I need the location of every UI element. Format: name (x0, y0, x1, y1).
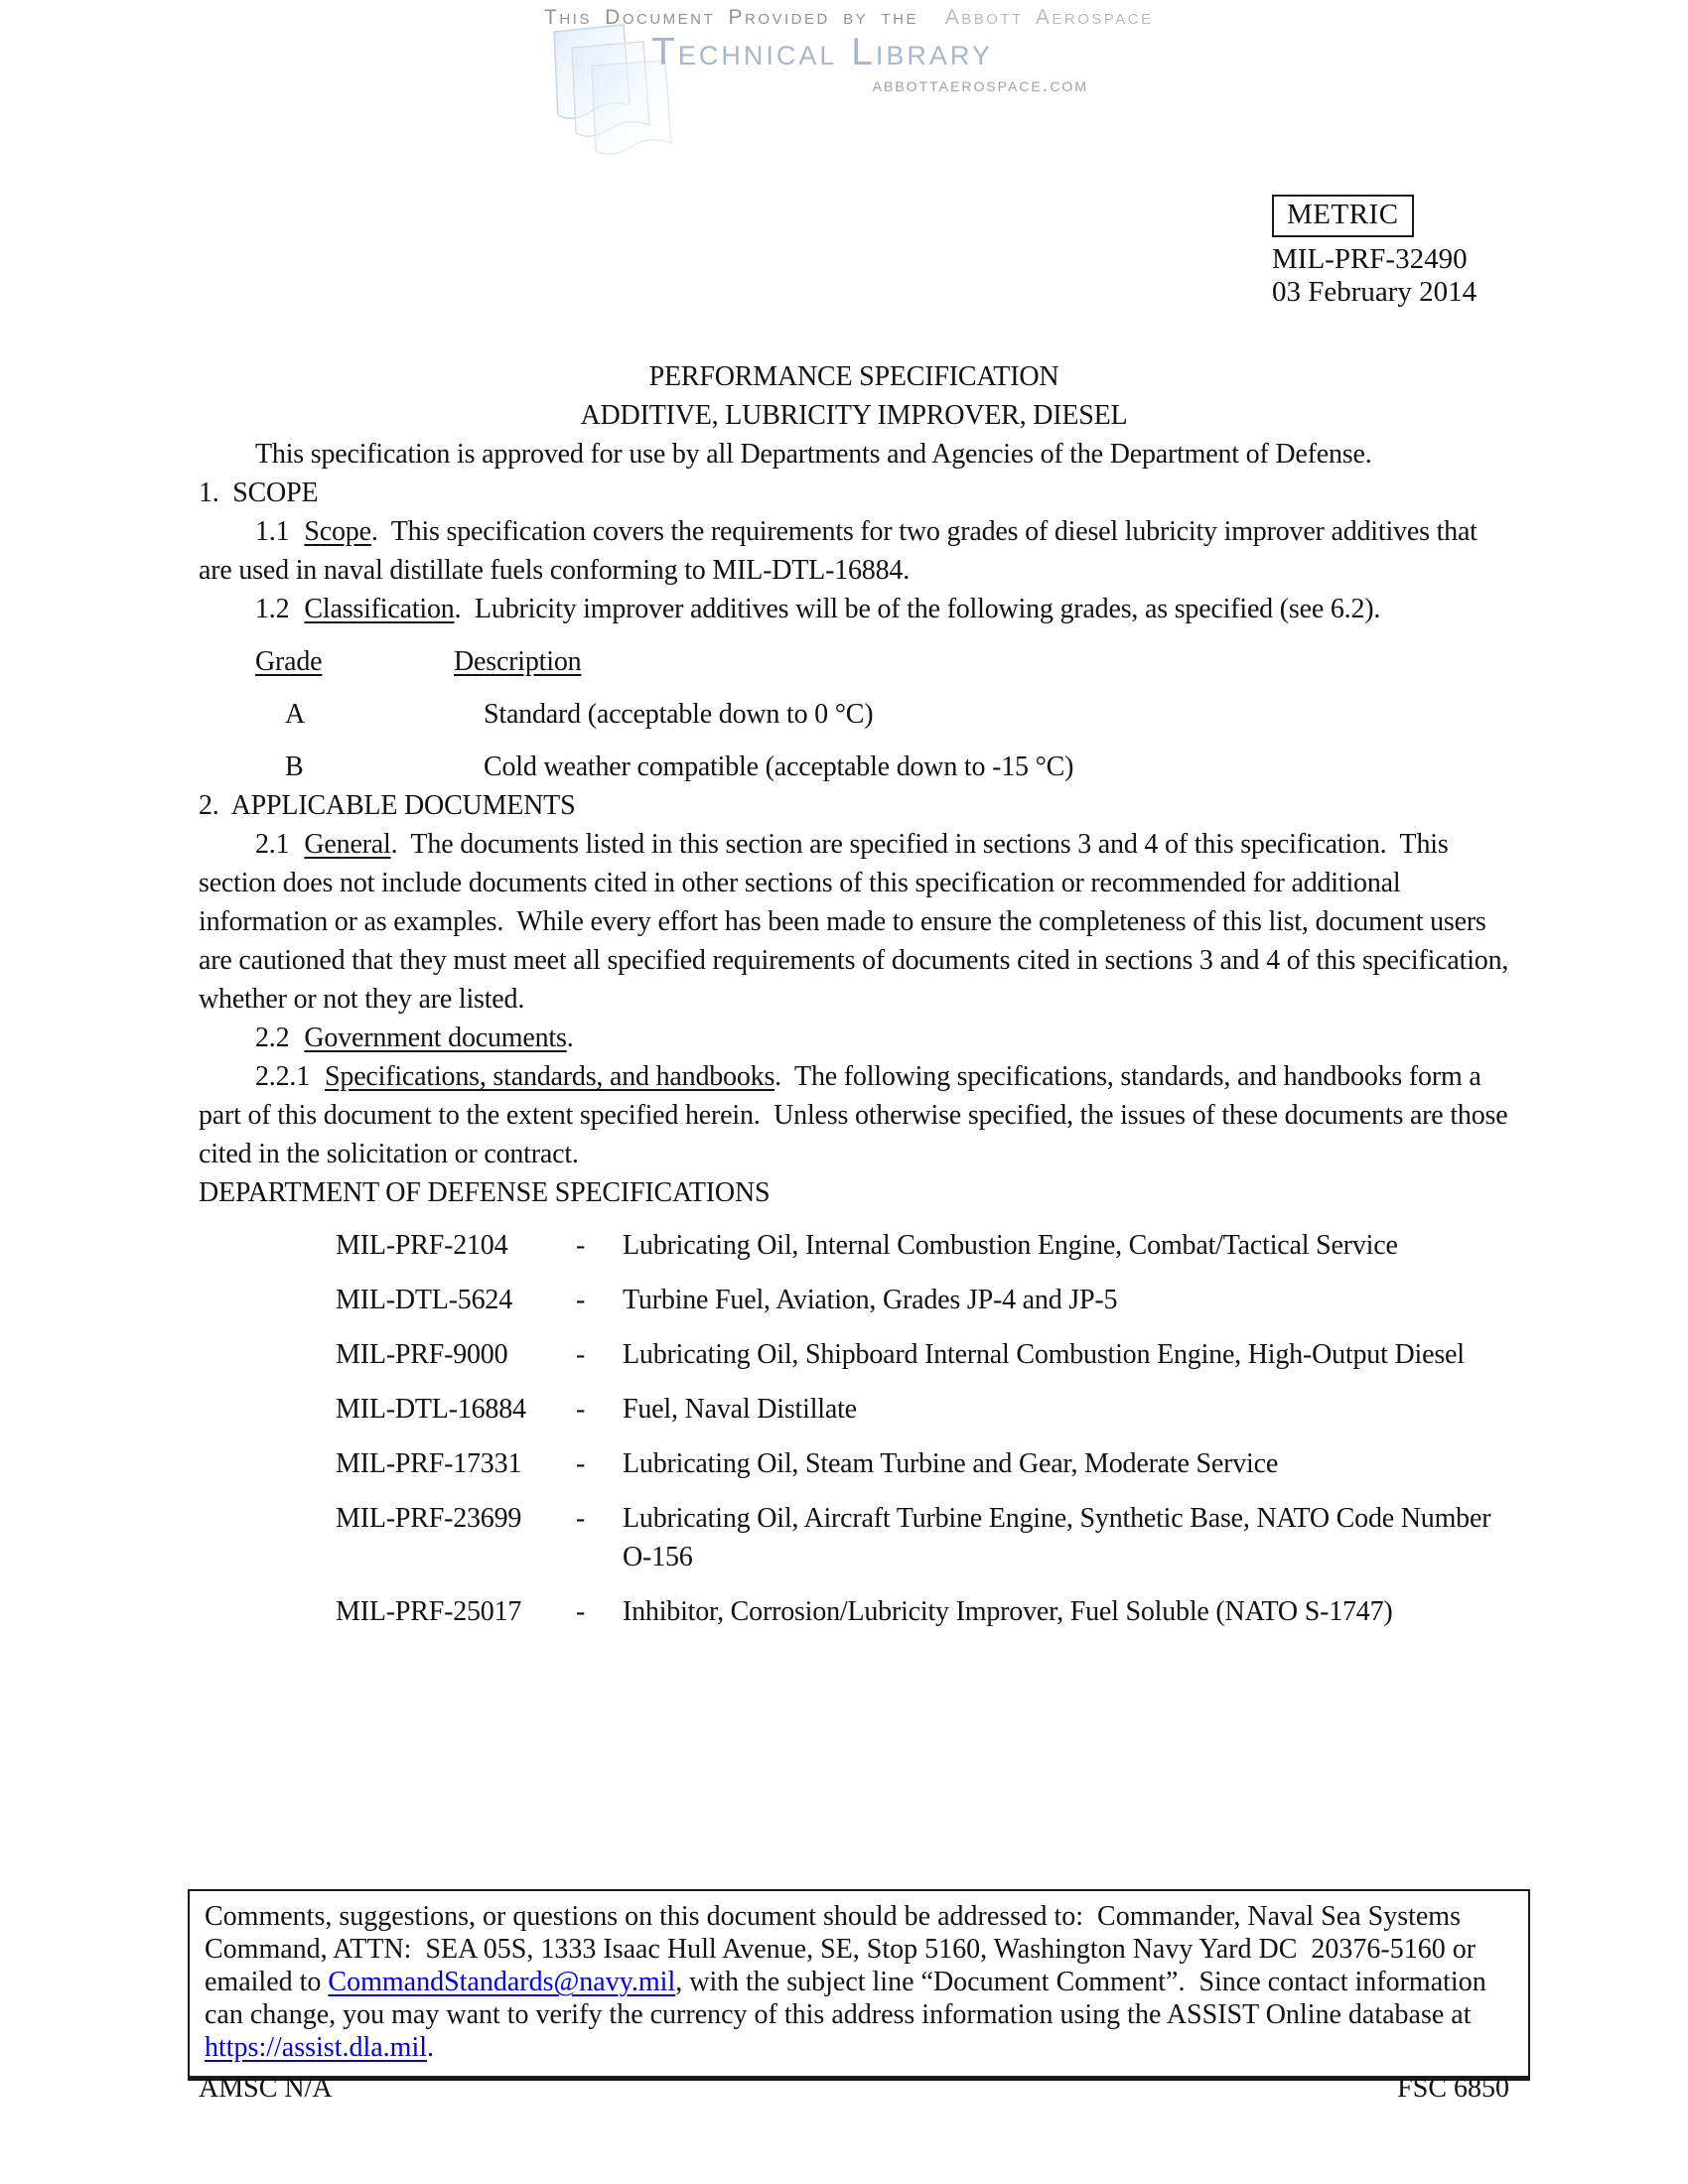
paragraph-number: 2.2.1 (255, 1061, 311, 1092)
spec-description: Lubricating Oil, Steam Turbine and Gear, Moderate Service (623, 1448, 1279, 1479)
spec-dash: - (576, 1339, 586, 1370)
paragraph-text: . Lubricity improver additives will be of the following grades, as specified (see 6.2). (454, 594, 1381, 624)
paragraph-number: 1.1 (255, 516, 290, 547)
comments-text: . (427, 2032, 435, 2063)
grade-table-row (255, 695, 1509, 734)
document-body (199, 357, 1516, 1631)
spec-dash: - (576, 1285, 586, 1315)
spec-description: Inhibitor, Corrosion/Lubricity Improver, Fuel Soluble (NATO S-1747) (623, 1596, 1393, 1627)
spec-list-item (336, 1281, 1509, 1319)
section-1-heading: 1. SCOPE (199, 478, 319, 508)
watermark-header (544, 6, 1154, 97)
dod-specifications-heading: DEPARTMENT OF DEFENSE SPECIFICATIONS (199, 1177, 771, 1208)
grade-description: Standard (acceptable down to 0 °C) (484, 699, 874, 730)
watermark-provided-by-line (544, 6, 1154, 30)
paragraph-1-2 (199, 590, 1509, 628)
spec-dash: - (576, 1230, 586, 1261)
spec-list-item (336, 1390, 1509, 1429)
spec-id: MIL-PRF-9000 (336, 1339, 508, 1370)
description-column-header: Description (454, 646, 582, 677)
spec-dash: - (576, 1448, 586, 1479)
spec-description: Fuel, Naval Distillate (623, 1394, 857, 1425)
document-title: ADDITIVE, LUBRICITY IMPROVER, DIESEL (580, 400, 1128, 431)
spec-description: Lubricating Oil, Shipboard Internal Combustion Engine, High-Output Diesel (623, 1339, 1465, 1370)
paragraph-text: . The following specifications, standards, and handbooks form a part of this document to the extent specified herein. Unless otherwise specified, the issues of these documents are those cited in the solicitation or contract. (199, 1061, 1515, 1169)
paragraph-term: Classification (304, 594, 455, 624)
watermark-site-url: abbottaerospace.com (872, 74, 1088, 96)
spec-type-title: PERFORMANCE SPECIFICATION (648, 361, 1059, 392)
spec-dash: - (576, 1596, 586, 1627)
paragraph-text: . The documents listed in this section are specified in sections 3 and 4 of this specification. This section does not include documents cited in other sections of this specification or recommended for additional information or as examples. While every effort has been made to ensure the completeness of this list, document users are cautioned that they must meet all specified requirements of documents cited in sections 3 and 4 of this specification, whether or not they are listed. (199, 829, 1516, 1015)
approval-statement: This specification is approved for use by all Departments and Agencies of the Department of Defense. (255, 439, 1372, 470)
spec-description: Lubricating Oil, Aircraft Turbine Engine, Synthetic Base, NATO Code Number O-156 (623, 1503, 1498, 1572)
spec-description: Lubricating Oil, Internal Combustion Engine, Combat/Tactical Service (623, 1230, 1398, 1261)
spec-id: MIL-PRF-17331 (336, 1448, 522, 1479)
spec-description: Turbine Fuel, Aviation, Grades JP-4 and JP-5 (623, 1285, 1118, 1315)
spec-dash: - (576, 1394, 586, 1425)
page-footer (199, 2073, 1509, 2105)
paragraph-term: Scope (304, 516, 371, 547)
spec-id: MIL-PRF-2104 (336, 1230, 508, 1261)
paragraph-1-1 (199, 512, 1509, 590)
watermark-provided-by: This Document Provided by the (544, 6, 919, 29)
comments-box (188, 1889, 1530, 2081)
doc-id-block (1272, 195, 1477, 309)
paragraph-number: 1.2 (255, 594, 290, 624)
amsc-number: AMSC N/A (199, 2073, 333, 2104)
grade-table-row (255, 748, 1509, 786)
spec-dash: - (576, 1503, 586, 1534)
comments-text: Comments, suggestions, or questions on this document should be addressed to: Commander, Naval Sea Systems Command, ATTN: SEA 05S, 1333 Isaac Hull Avenue, SE, Stop 5160, Washington Navy Yard DC 20376-5160 or emailed to (205, 1901, 1483, 1997)
paragraph-number: 2.1 (255, 829, 290, 860)
assist-url-link[interactable]: https://assist.dla.mil (205, 2032, 428, 2063)
grade-description: Cold weather compatible (acceptable down to -15 °C) (484, 751, 1074, 782)
spec-list-item (336, 1226, 1509, 1265)
grade-value: B (285, 751, 304, 782)
spec-list-item (336, 1592, 1509, 1631)
grade-table-header (255, 642, 1509, 681)
comments-text: , with the subject line “Document Comment”. Since contact information can change, you may want to verify the currency of this address information using the ASSIST Online database at (205, 1967, 1493, 2030)
spec-id: MIL-PRF-23699 (336, 1503, 522, 1534)
spec-id: MIL-DTL-5624 (336, 1285, 513, 1315)
paragraph-term: Specifications, standards, and handbooks (325, 1061, 775, 1092)
section-2-heading: 2. APPLICABLE DOCUMENTS (199, 790, 576, 821)
watermark-library-title: Technical Library (651, 31, 993, 73)
spec-id: MIL-PRF-25017 (336, 1596, 522, 1627)
spec-list-item (336, 1499, 1509, 1576)
grade-value: A (285, 699, 306, 730)
paragraph-text: . This specification covers the requirements for two grades of diesel lubricity improver additives that are used in naval distillate fuels conforming to MIL-DTL-16884. (199, 516, 1484, 586)
paragraph-term: General (304, 829, 391, 860)
paragraph-2-1 (199, 825, 1516, 1019)
paragraph-2-2-1 (199, 1057, 1515, 1173)
doc-number: MIL-PRF-32490 (1272, 243, 1468, 275)
fsc-number: FSC 6850 (1397, 2073, 1509, 2104)
spec-id: MIL-DTL-16884 (336, 1394, 526, 1425)
paragraph-2-2 (199, 1019, 1509, 1057)
watermark-brand: Abbott Aerospace (944, 6, 1154, 29)
metric-box: METRIC (1272, 195, 1414, 237)
doc-date: 03 February 2014 (1272, 276, 1477, 308)
paragraph-term: Government documents (304, 1023, 567, 1053)
email-link[interactable]: CommandStandards@navy.mil (328, 1967, 676, 1997)
spec-list-item (336, 1444, 1509, 1483)
paragraph-number: 2.2 (255, 1023, 290, 1053)
paragraph-text: . (566, 1023, 574, 1053)
spec-list-item (336, 1335, 1509, 1374)
grade-column-header: Grade (255, 646, 323, 677)
